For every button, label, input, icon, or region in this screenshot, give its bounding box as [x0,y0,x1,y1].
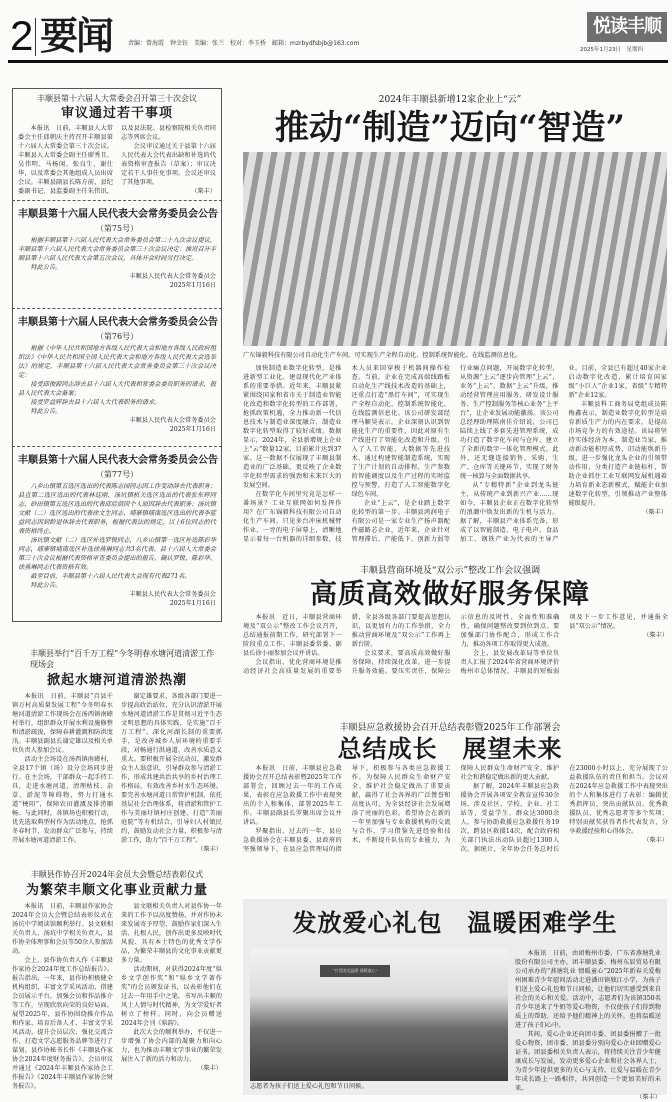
volunteers-photo [250,949,508,1081]
paragraph: 八乡山镇第五选区选出的代表陈志园同志因工作变动辞去代表职务；县直第二选区选出的代表林廷刚、汤坑镇机关选区选出的代表张东辉同志、砂田镇第五选区选出的代表邱后荫因个人原因辞去代表职务；汤坑镇文献（二）选区选出的代表徐文生同志、埔寨镇埔南选区选出的代表李蓝益同志因到龄退休辞去代表职务，根据代表法的规定，以上6位同志的代表资格终止。 [18,483,217,535]
photo-banner: “共青团送温暖 情暖童心” [320,965,390,977]
paragraph: 本报讯 近日，丰顺县营商环境及“双公示”整改工作会议召开，总结通报前期工作，研究部署下一阶段重点工作。丰顺县委常委、副县长徐小丽参加会议并讲话。 [243,614,342,657]
paragraph: 据了解，2024年丰顺县应急救援协会开展各项安全教育宣传30余场，涉及社区、学校、企业、社工站等，受益学生、群众达3000余人。参与协助救援应急救援任务19次，跨县区救援14次，配合政府相关部门执法出动队员超过1300人次。据统计，全年协会任务总时长在23000小时以上，充分展现了公益救援队伍的责任和担当。会议对在2024年应急救援工作中表现突出的个人和集体进行了表彰：编辑优秀指挥员、突出贡献队员、优秀救援队员、优秀志愿者等多个奖项；特别贡献奖获得者作代表发言，分享救援经验和心得体会。 [460,765,668,853]
notice-title: 丰顺县第十六届人民代表大会常务委员会公告 [18,455,218,466]
paragraph: 此次大会的顺利举办，不仅进一步增强了协会内部的凝聚力和向心力，也为推动丰顺文学事业的繁荣发展注入了新的活力和动力。 [121,1029,222,1063]
headline: 为繁荣丰顺文化事业贡献力量 [25,883,208,898]
article-body [12,902,222,1091]
notice-date: 2025年1月16日 [169,282,216,289]
byline: （柴丰） [642,509,667,516]
kicker: 丰顺县作协召开2024年会员大会暨总结表彰仪式 [30,870,204,879]
paragraph: 本报讯 日前，丰顺县人大常委会主任邱朝庆主持召开丰顺县第十六届人大常委会第三十次会议。丰顺县人大常委会副主任廖秀且、吴伟明、马杨闲、张良生、谢仕华，以及常委会其他组成人员出席会议。丰顺县副县长陈方前，县纪委副书记、县监委副主任朱伟讯，以及县法院、县检察院相关负责同志等列席会议。 [18,125,216,195]
byline: （柴丰） [197,846,222,853]
paragraph: 特此公告。 [30,408,62,415]
article-body [515,949,661,1102]
paragraph: 根据丰顺县第十六届人民代表大会常务委员会第二十九次会议提议，丰顺县第十六届人民代表大会常务委员会第三十次会议决定：推迟召开丰顺县第十六届人民代表大会第五次会议，具体开会时间另行决定。 [18,237,217,262]
newspaper-logo: 悦读丰顺 [587,12,667,42]
article-pond-dredging [12,648,222,854]
notice-date: 2025年1月16日 [169,600,216,607]
editor-credits: 责编：曾海霞 钟幸钰 美编：张兰 校对：李玉桥 邮箱：mzrbydfsbjb@163.com [128,40,360,47]
notice-body [18,344,216,416]
article-business-environment [232,565,668,699]
paragraph: 活动主会场设在汤西镇南礤村，全县17个镇（场）设分会场同步进行。在主会场，干部群众一起手持工具，走进水塘河道，清理枯枝、杂草、淤泥等障碍物，努力打通水道“梗阻”，保障农田灌溉及排涝顺畅。与此同时，各镇场也积极行动，优先选取典型村作为活动地点，抢抓冬春时节，发动群众广泛参与，持续开展水塘河道清淤工作。 [12,756,113,844]
paragraph: 本报讯 日前，丰顺县作家协会2024年会员大会暨总结表彰仪式在汤坑中学阅读馆顺利举行。县文联相关负责人、汤坑中学相关负责人，县作协全体理事和会员等50余人参加活动。 [12,903,113,955]
headline: 掀起水塘河道清淤热潮 [46,673,187,688]
divider [35,18,36,56]
paragraph: 活动期间，对获得2024年度“県乡文学创作奖”和“県乡文学著作奖”的会员颁发证书，以表彰他们在过去一年用手中之笔，书写出丰顺的风土人情与时代精神，为文学爱好者树立了榜样。同时，向会员赠送2024年会刊《県韵》。 [121,966,222,1027]
paragraph: 本报讯 日前，由团梅州市委、广东省燕塘乳业股份有限公司主办，团丰顺县委、梅州东辰贸易有限公司承办的“燕塘乳业 情暖童心”2025年新春关爱梅州困难青少年慰问活动走进潘田镇独江小学，为孩子们送上爱心礼包和节日问候，让他们切实感受到来自社会的关心和关爱。活动中，志愿者们为该镇350名青少年送来了牛奶等爱心物资，不仅使孩子们得到物质上的帮助，还给予他们精神上的关怀，也将温暖送进了孩子们心中。 [515,950,661,1029]
notice-body [18,482,216,590]
kicker: 丰顺县第十六届人大常委会召开第三十次会议 [37,94,197,103]
byline: （柴丰） [643,837,668,844]
article-body [243,364,667,546]
notice-date: 2025年1月16日 [169,426,216,433]
paragraph: 根据《中华人民共和国地方各级人民代表大会和地方各级人民政府组织法》《中华人民共和国全国人民代表大会和地方各级人民代表大会选举法》的规定，丰顺县第十六届人民代表大会常务委员会第三十次会议决定： [18,345,217,379]
article-body [18,124,216,196]
headline: 审议通过若干事项 [60,106,173,121]
byline: （柴丰） [197,1065,222,1072]
notice-number: （第75号） [95,224,139,233]
headline: 高质高效做好服务保障 [310,579,590,610]
paragraph: 接受罗益辉辞去县十六届人大代表职务的请求。 [30,399,161,406]
byline: （柴丰） [636,1094,661,1101]
article-writers-association [12,870,222,1091]
article-gift-packages [243,899,667,1101]
notice-org: 丰顺县人民代表大会常务委员会 [129,591,216,598]
byline: （柴丰） [643,632,668,639]
article-emergency-rescue [232,722,668,884]
paragraph: 会议指出，优化营商环境是推动经济社会高质量发展的重要举措，全县各级各部门要提高思想认识，以更加有力的工作举措，全力推动营商环境及“双公示”工作再上新台阶。 [243,614,451,675]
paragraph: 企业“上云”，是企业踏上数字化转型的第一步。丰顺县鸿润电子有限公司是一家专业生产扬声器配件磁路芯企业，近年来，企业针对管理滞后、产能低下、创新力弱等行业痛点问题，开展数字化转型，从资源“上云”逐步向管理“上云”、业务“上云”、数据“上云”升级，推动经营管理应用服务、研发设计服务、生产控制服务等核心业务“上平台”，让企业发展动能激荡。该公司总经理助理陈南佳介绍说，公司已陆续上线了多套先进管理系统，成功打造了数字化车间与仓库，建立了全新的数字一体化管理模式。此外，还无缝连接销售、采购、生产、仓库等关键环节，实现了财务统一核算与全面数据共享。 [351,365,559,543]
notice-org: 丰顺县人民代表大会常务委员会 [129,273,216,280]
notice-org: 丰顺县人民代表大会常务委员会 [129,417,216,424]
kicker: 丰顺县举行“百千万工程”今冬明春水塘河道清淤工作现场会 [30,649,215,669]
notice-75 [18,208,216,290]
notice-number: （第76号） [95,332,139,341]
headline: 推动“制造”迈向“智造” [274,108,626,148]
notice-title: 丰顺县第十六届人民代表大会常务委员会公告 [18,317,218,328]
lead-article [232,94,668,150]
dashed-divider [12,308,222,309]
paragraph: 在数字化车间里究竟是怎样一番场景？工业互联网如何发挥作用？在广东锦毅科技有限公司自动化生产车间，只见多台冲床机械臂作业，一旁的电子屏幕上，清晰地显示着每一台机器的详细参数，技术人员来回穿梭于机器间操作检查。当前，企业在完成高端线路板自动化生产线技术改造的基础上，还重点打造“黑灯车间”，可实现生产全程自动化、控制系统智能化、在线监测信息化。该公司研发部经理马颖昊表示，企业深刻认识到智能化生产的重要性，因此对原有生产线进行了智能化改造和升级，引入了人工智能、大数据等先进技术，通过构建智能制造系统，实现了生产计划的自动排程、生产参数的智能调度以及生产过程的实时监控与预警，打造了人工智能数字化绿色车间。 [243,365,450,543]
paragraph: 其间，爱心企业还向团市委、团县委捐赠了一批爱心物资，团市委、团县委分别向爱心企业回赠爱心证书。团县委相关负责人表示，将持续关注青少年健康成长与发展，发动更多爱心企业和社会各界人士，为青少年提供更多的关心与支持，让爱与温暖在青少年成长路上一路相伴，共同创造一个更加美好的未来。 [515,1031,661,1092]
issue-date: 2025年1月23日 星期四 [580,47,643,53]
paragraph: 会上，县作协负责人作《丰顺县作家协会2024年度工作总结报告》。报告指出，一年来，县作协积极健全机构组织，丰富文学采风活动，搭建会员展示平台，加强会员和作品推介等工作，呈现欣欣向荣的良好局面。展望2025年，县作协围绕推介作品和作家、培育后备人才、丰富文学采风活动、提升会员层次、强化交流合作、打造文学志愿服务品牌等进行了谋划。县作协秘书长作《丰顺县作家协会2024年度财务报告》。会员审议并通过《2024年丰顺县作家协会工作报告》《2024年丰顺县作家协会财务报告》。 [12,957,113,1090]
paragraph: 会上，县发展改革局等单位负责人汇报了2024年省营商环境评价梅州市总体情况、丰顺县的短板弱项及下一步工作意见，并通报全县“双公示”情况。 [460,614,668,675]
paragraph: 特此公告。 [30,582,62,589]
article-body [12,692,222,854]
byline: （柴丰） [191,188,216,195]
paragraph: 会议审议通过关于县第十六届人民代表大会代表出缺和补选的代表资格审查报告（草案）；审议决定若干人事任免事项。会议还审议了其他事项。 [121,143,216,186]
dashed-divider [12,200,222,201]
photo-caption: 广东锦毅科技有限公司自动化生产车间，可实现生产全程自动化、控制系统智能化、在线监测信息化。 [243,352,522,359]
kicker: 丰顺县应急救援协会召开总结表彰暨2025年工作部署会 [339,723,561,733]
paragraph: 汤坑镇文献（二）选区补选罗锐同志，八乡山镇第一选区补选陈彩华同志，埔寨镇埔南选区补选徐燕琳同志共3名代表。县十六届人大常委会第三十次会议根据代表资格审查委员会提出的报告，确认罗锐、陈彩华、徐燕琳同志代表资格有效。 [18,537,217,571]
paragraph: 截至目前，丰顺县第十六届人民代表大会现有代表271名。 [30,573,191,580]
kicker: 丰顺县营商环境及“双公示”整改工作会议强调 [359,566,541,576]
section-title: 要闻 [40,14,113,58]
page-number: 2 [10,12,34,59]
photo-caption: 志愿者为孩子们送上爱心礼包和节日问候。 [250,1083,368,1090]
notice-number: （第77号） [95,470,139,479]
notice-body [18,236,216,272]
paragraph: 从“专精特新”企业到龙头链主，从传统产业到新兴产业……现如今，丰顺县企业正在数字化转型的浪潮中焕发出新的生机与活力。据了解，丰顺县产业体系完备，形成了以智能制造、电子电声、食品加工、钢铁产业为代表的主导产业。目前，全县已有超过40家企业启动数字化改造，累计培育国家级“小巨人”企业1家，省级“专精特新”企业12家。 [460,365,667,543]
paragraph: 本报讯 日前，丰顺县“百县千镇万村高质量发展工程”今冬明春水塘河道清淤工作现场会在汤西镇南礤村举行，组织群众开展水利设施修整和清淤疏浚，保障春耕灌溉和防洪度汛。丰顺县副县长谢定雄以及相关单位负责人参加会议。 [12,693,113,754]
paragraph: 会议要求，要高质高效做好服务保障，持续深化改革，进一步提升服务效能。要压实责任，保障公示信息的及时性、全面性和准确性，确保问题整改要到位到点。要加强部门协作配合，形成工作合力，推动各项工作取得更大成效。 [351,614,560,675]
article-standing-committee [18,94,216,196]
paragraph: 特此公告。 [30,264,62,271]
paragraph: 罗聚指出，过去的一年，县应急救援协会在丰顺县委、县政府的坚强领导下，在县应急管理局的指导下，积极参与各类应急救援工作，为保障人民群众生命财产安全、维护社会稳定做出了重要贡献，赢得了社会各界的广泛赞誉和高度认可，为全县经济社会发展增添了亮丽的色彩。希望协会在新的一年里加强与专业救援机构的交流与合作，学习借鉴先进经验和技术，不断提升队伍的专业能力，为保障人民群众生命财产安全、维护社会和谐稳定做出新的更大贡献。 [243,765,560,853]
notice-76 [18,316,216,434]
paragraph: 本报讯 日前，丰顺县应急救援协会召开总结表彰暨2025年工作部署会，回顾过去一年的工作成果，表彰在应急救援工作中表现突出的个人和集体，部署2025年工作。丰顺县副县长罗聚出席会议并讲话。 [243,765,342,826]
kicker: 2024年丰顺县新增12家企业上“云” [378,95,522,105]
headline: 总结成长 展望未来 [337,734,563,763]
notice-77 [18,454,216,608]
headline: 发放爱心礼包 温暖困难学生 [292,908,618,937]
paragraph: 接受邱俊源同志辞去县十六届人大代表和常委会委员职务的请求，报县人民代表大会备案； [18,381,217,397]
paragraph: 谢定雄要求，各级各部门要进一步提高政治站位，充分认识清淤开展水塘河道清淤工作是贯彻习近平生态文明思想的具体实践，是实施“百千万工程”、深化河湖长制的重要抓手，是改善城乡人居环境的重要手段，对畅通行洪通道、改善水质意义重大。要积极开展全民动员，激发群众主人翁意识，引导群众参与清淤工作，形成共建共治共享的乡村治理工作格局，有效改善乡村水生态环境。要完善水塘河道日常管护机制，依托基层社会治理体系，将清淤和管护工作与美丽圩镇村庄创建、打造“美丽庭院”等有机结合，引导妇人村娘民约，鼓励发动社会力量，积极参与清淤工作，助力“百千万工程”。 [121,693,222,844]
article-body [232,613,668,699]
masthead-rule [8,60,668,63]
paragraph: 加快制造业数字化转型，是推进新型工业化、建设现代化产业体系的重要举措。近年来，丰顺县紧紧围绕国家和省市关于制造业智能化改造和数字化转型的工作部署，抢抓政策机遇，全力推动新一代信息技术与制造业深度融合，制造业数字化转型取得了较好成绩。数据显示，2024年，全县新增规上企业上“云”数量12家，目前累计达到37家。这一数据不仅展现了丰顺县制造业的广泛基础，更反映了企业数字化转型需求的强劲和未来巨大的发展空间。 [243,365,342,489]
notice-title: 丰顺县第十六届人民代表大会常务委员会公告 [18,209,218,220]
factory-photo [243,152,667,346]
article-body [232,764,668,884]
paragraph: 丰顺县科工商务局党组成员陈梅鑫表示，制造业数字化转型是培育新质生产力的内在要求，是提高市场竞争力的有效途径。该局将坚持实体经济为本、制造业当家，推动新动能积厚成势、旧动能焕新升级，进一步强化龙头企业的引领带动作用，分类打造产业链标杆，帮助企业抓住工业互联网发展机遇着力培育新业态新模式，赋能企业加速数字化转型，引领推动产业整体能级提升。 [568,401,667,507]
dashed-divider [12,446,222,447]
paragraph: 县文联相关负责人对县作协一年来的工作予以高度赞扬，并对作协未来发展寄予厚望，鼓励作家们深入生活、扎根人民，创作出更多反映时代风貌、具有本土特色的优秀文学作品，为繁荣丰顺县的文化事业贡献更多力量。 [121,903,222,964]
